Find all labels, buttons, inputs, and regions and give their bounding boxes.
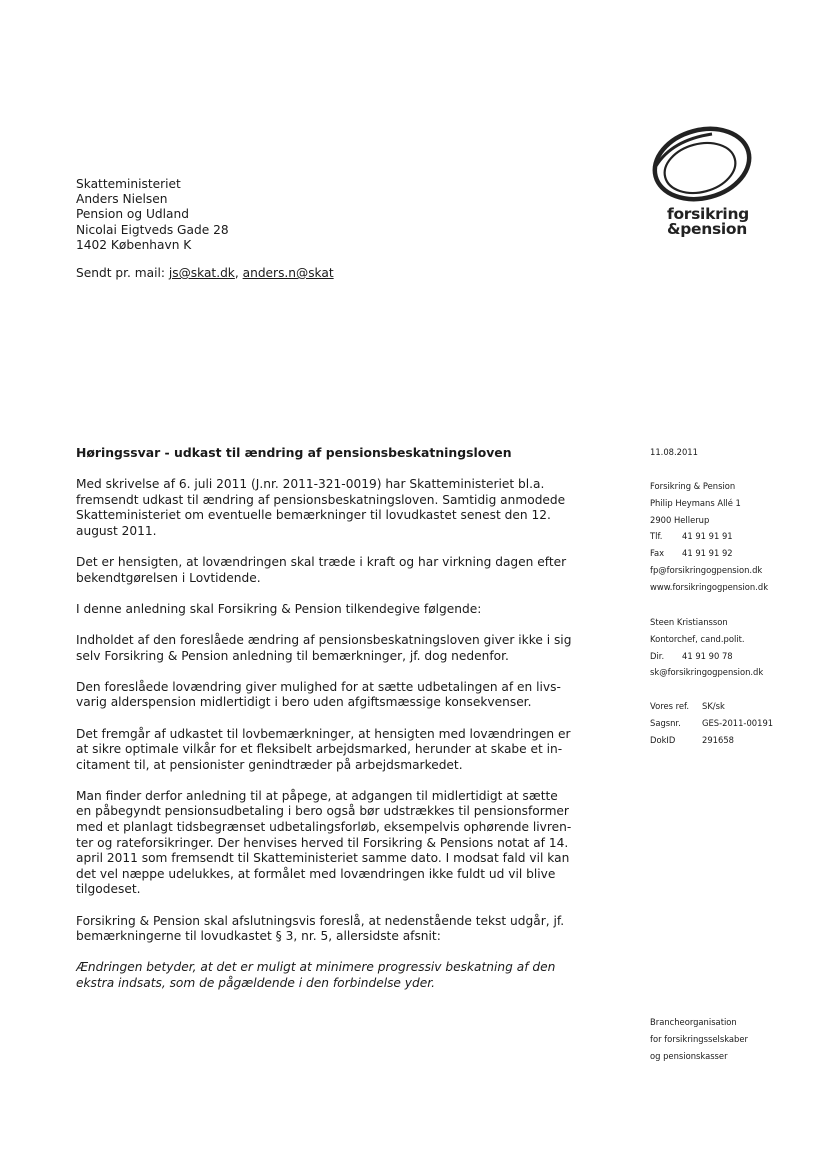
company-logo <box>636 120 766 240</box>
paragraph <box>76 789 596 898</box>
paragraph <box>76 633 596 664</box>
footer-line: for forsikringsselskaber <box>650 1033 748 1044</box>
text-line: med et planlagt tidsbegrænset udbetalingsforløb, eksempelvis ophørende livren- <box>76 820 572 835</box>
recipient-line: Pension og Udland <box>76 207 189 222</box>
quoted-text <box>76 960 596 991</box>
contact-name: Steen Kristiansson <box>650 617 728 627</box>
recipient-line: 1402 København K <box>76 237 192 252</box>
paragraph <box>76 555 596 586</box>
org-city: 2900 Hellerup <box>650 514 710 525</box>
org-email[interactable]: fp@forsikringogpension.dk <box>650 564 763 575</box>
sent-prefix: Sendt pr. mail: <box>76 266 169 280</box>
footer-line: og pensionskasser <box>650 1050 728 1061</box>
text-line: Forsikring & Pension skal afslutningsvis foreslå, at nedenstående tekst udgår, jf. <box>76 913 565 928</box>
org-fax: Fax 41 91 91 92 <box>650 548 733 559</box>
text-line: bekendtgørelsen i Lovtidende. <box>76 570 261 585</box>
organisation-description <box>650 1014 748 1064</box>
contact-person <box>650 614 763 681</box>
text-line: Skatteministeriet om eventuelle bemærkninger til lovudkastet senest den 12. <box>76 508 551 523</box>
recipient-line: Anders Nielsen <box>76 192 168 207</box>
org-name: Forsikring & Pension <box>650 481 736 491</box>
text-line: ter og rateforsikringer. Der henvises herved til Forsikring & Pensions notat af 14. <box>76 835 569 850</box>
paragraph <box>76 477 596 539</box>
sender-organisation <box>650 478 768 596</box>
text-line: selv Forsikring & Pension anledning til bemærkninger, jf. dog nedenfor. <box>76 648 509 663</box>
date-text: 11.08.2011 <box>650 447 698 457</box>
text-line: varig alderspension midlertidigt i bero uden afgiftsmæssige konsekvenser. <box>76 695 532 710</box>
contact-direct-phone: Dir. 41 91 90 78 <box>650 650 733 661</box>
paragraph <box>76 727 596 774</box>
paragraph <box>76 602 596 618</box>
letter-body <box>76 477 596 1007</box>
footer-line: Brancheorganisation <box>650 1017 737 1027</box>
text-line: I denne anledning skal Forsikring & Pension tilkendegive følgende: <box>76 601 482 616</box>
contact-email[interactable]: sk@forsikringogpension.dk <box>650 667 764 678</box>
text-line: Med skrivelse af 6. juli 2011 (J.nr. 2011-321-0019) har Skatteministeriet bl.a. <box>76 477 545 491</box>
recipient-line: Skatteministeriet <box>76 177 181 191</box>
reference-block <box>650 698 773 748</box>
letter-date <box>650 444 698 461</box>
email-link-2[interactable]: anders.n@skat <box>242 266 334 280</box>
logo-swirl-icon <box>642 120 762 205</box>
text-line: ekstra indsats, som de pågældende i den forbindelse yder. <box>76 976 436 990</box>
email-link-1[interactable]: js@skat.dk <box>168 266 235 280</box>
text-line: Det fremgår af udkastet til lovbemærkninger, at hensigten med lovændringen er <box>76 726 571 741</box>
text-line: Ændringen betyder, at det er muligt at minimere progressiv beskatning af den <box>76 960 556 975</box>
text-line: Man finder derfor anledning til at påpege, at adgangen til midlertidigt at sætte <box>76 788 558 803</box>
recipient-line: Nicolai Eigtveds Gade 28 <box>76 222 229 237</box>
paragraph <box>76 680 596 711</box>
case-number: Sagsnr. GES-2011-00191 <box>650 717 774 728</box>
text-line: fremsendt udkast til ændring af pensionsbeskatningsloven. Samtidig anmodede <box>76 492 566 507</box>
email-separator: , <box>234 266 243 280</box>
text-line: Den foreslåede lovændring giver mulighed for at sætte udbetalingen af en livs- <box>76 679 561 694</box>
recipient-address <box>76 177 229 253</box>
text-line: det vel næppe udelukkes, at formålet med lovændringen ikke fuldt ud vil blive <box>76 866 556 881</box>
org-website[interactable]: www.forsikringogpension.dk <box>650 581 769 592</box>
logo-text-line2: &pension <box>667 220 747 238</box>
paragraph <box>76 914 596 945</box>
document-id: DokID 291658 <box>650 734 734 745</box>
text-line: bemærkningerne til lovudkastet § 3, nr. 5, allersidste afsnit: <box>76 929 441 944</box>
text-line: tilgodeset. <box>76 882 141 897</box>
our-reference: Vores ref. SK/sk <box>650 701 725 711</box>
sent-by-mail <box>76 266 334 280</box>
org-phone: Tlf. 41 91 91 91 <box>650 531 733 542</box>
letter-subject: Høringssvar - udkast til ændring af pensionsbeskatningsloven <box>76 445 512 460</box>
text-line: Indholdet af den foreslåede ændring af pensionsbeskatningsloven giver ikke i sig <box>76 632 572 647</box>
contact-title: Kontorchef, cand.polit. <box>650 633 745 644</box>
org-street: Philip Heymans Allé 1 <box>650 497 741 508</box>
text-line: en påbegyndt pensionsudbetaling i bero også bør udstrækkes til pensionsformer <box>76 804 569 819</box>
text-line: at sikre optimale vilkår for et fleksibelt arbejdsmarked, herunder at skabe et in- <box>76 742 563 757</box>
text-line: april 2011 som fremsendt til Skatteministeriet samme dato. I modsat fald vil kan <box>76 851 570 866</box>
text-line: citament til, at pensionister genindtræder på arbejdsmarkedet. <box>76 757 463 772</box>
logo-text-line1: forsikring <box>667 205 749 223</box>
text-line: august 2011. <box>76 523 157 538</box>
text-line: Det er hensigten, at lovændringen skal træde i kraft og har virkning dagen efter <box>76 554 567 569</box>
